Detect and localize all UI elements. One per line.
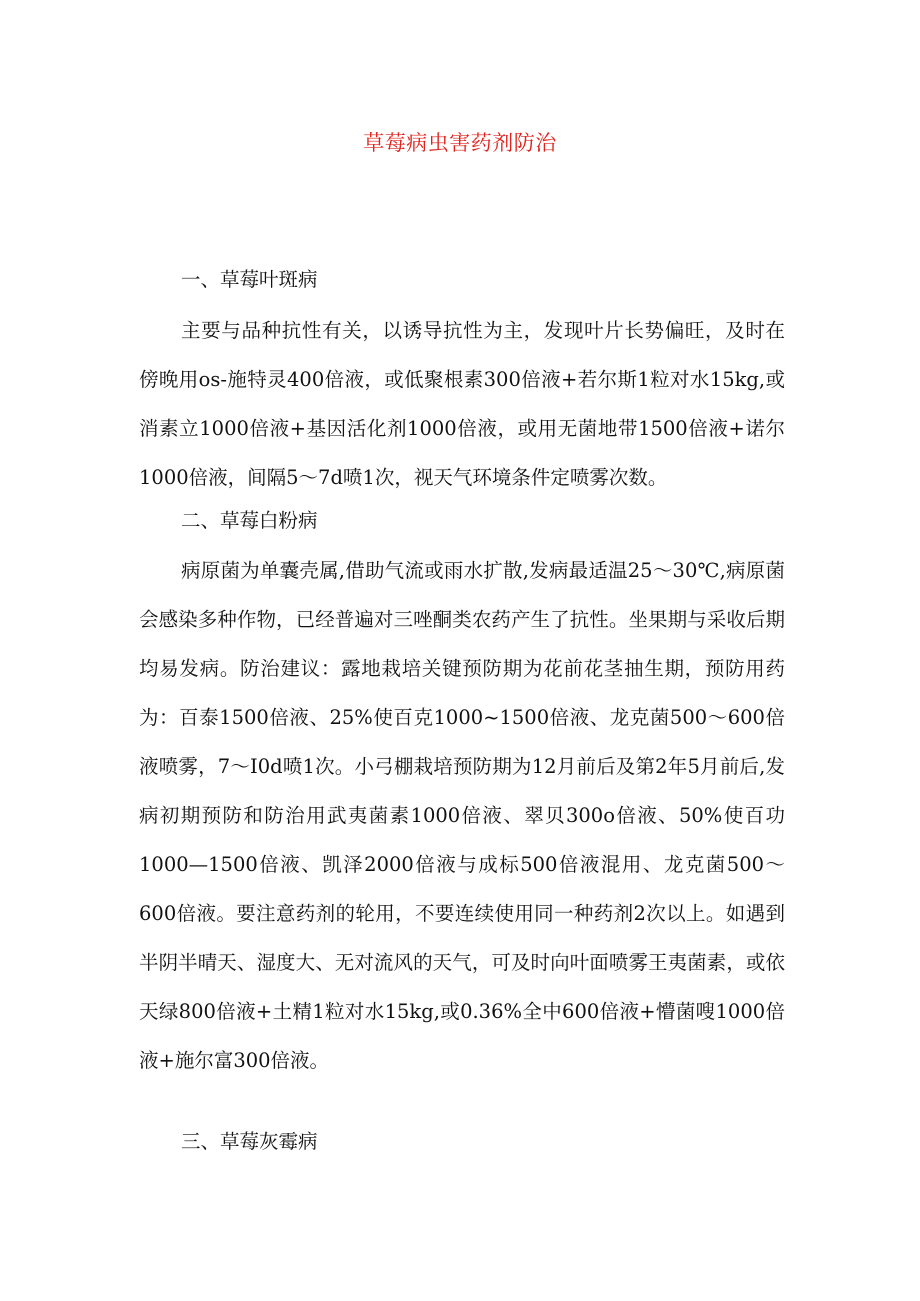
section-heading-leaf-spot: 一、草莓叶斑病 bbox=[181, 268, 318, 291]
section-paragraph-leaf-spot: 主要与品种抗性有关，以诱导抗性为主，发现叶片长势偏旺，及时在傍晚用os-施特灵400倍液，或低聚根素300倍液+若尔斯1粒对水15kg,或消素立1000倍液+基因活化剂1000倍液，或用无菌地带1500倍液+诺尔1000倍液，间隔5～7d喷1次，视天气环境条件定喷雾次数。 bbox=[139, 319, 785, 489]
section-paragraph-powdery-mildew: 病原菌为单囊壳属,借助气流或雨水扩散,发病最适温25～30℃,病原菌会感染多种作物，已经普遍对三唑酮类农药产生了抗性。坐果期与采收后期均易发病。防治建议：露地栽培关键预防期为花前花茎抽生期，预防用药为：百泰1500倍液、25%使百克1000~1500倍液、龙克菌500～600倍液喷雾，7～I0d喷1次。小弓棚栽培预防期为12月前后及第2年5月前后,发病初期预防和防治用武夷菌素1000倍液、翠贝300o倍液、50%使百功1000—1500倍液、凯泽2000倍液与成标500倍液混用、龙克菌500～600倍液。要注意药剂的轮用，不要连续使用同一种药剂2次以上。如遇到半阴半晴天、湿度大、无对流风的天气，可及时向叶面喷雾王夷菌素，或依天绿800倍液+土精1粒对水15kg,或0.36%全中600倍液+懵菌嗖1000倍液+施尔富300倍液。 bbox=[139, 559, 785, 1072]
document-title: 草莓病虫害药剂防治 bbox=[363, 131, 557, 155]
section-heading-powdery-mildew: 二、草莓白粉病 bbox=[181, 509, 318, 532]
section-heading-gray-mold: 三、草莓灰霉病 bbox=[181, 1130, 318, 1153]
